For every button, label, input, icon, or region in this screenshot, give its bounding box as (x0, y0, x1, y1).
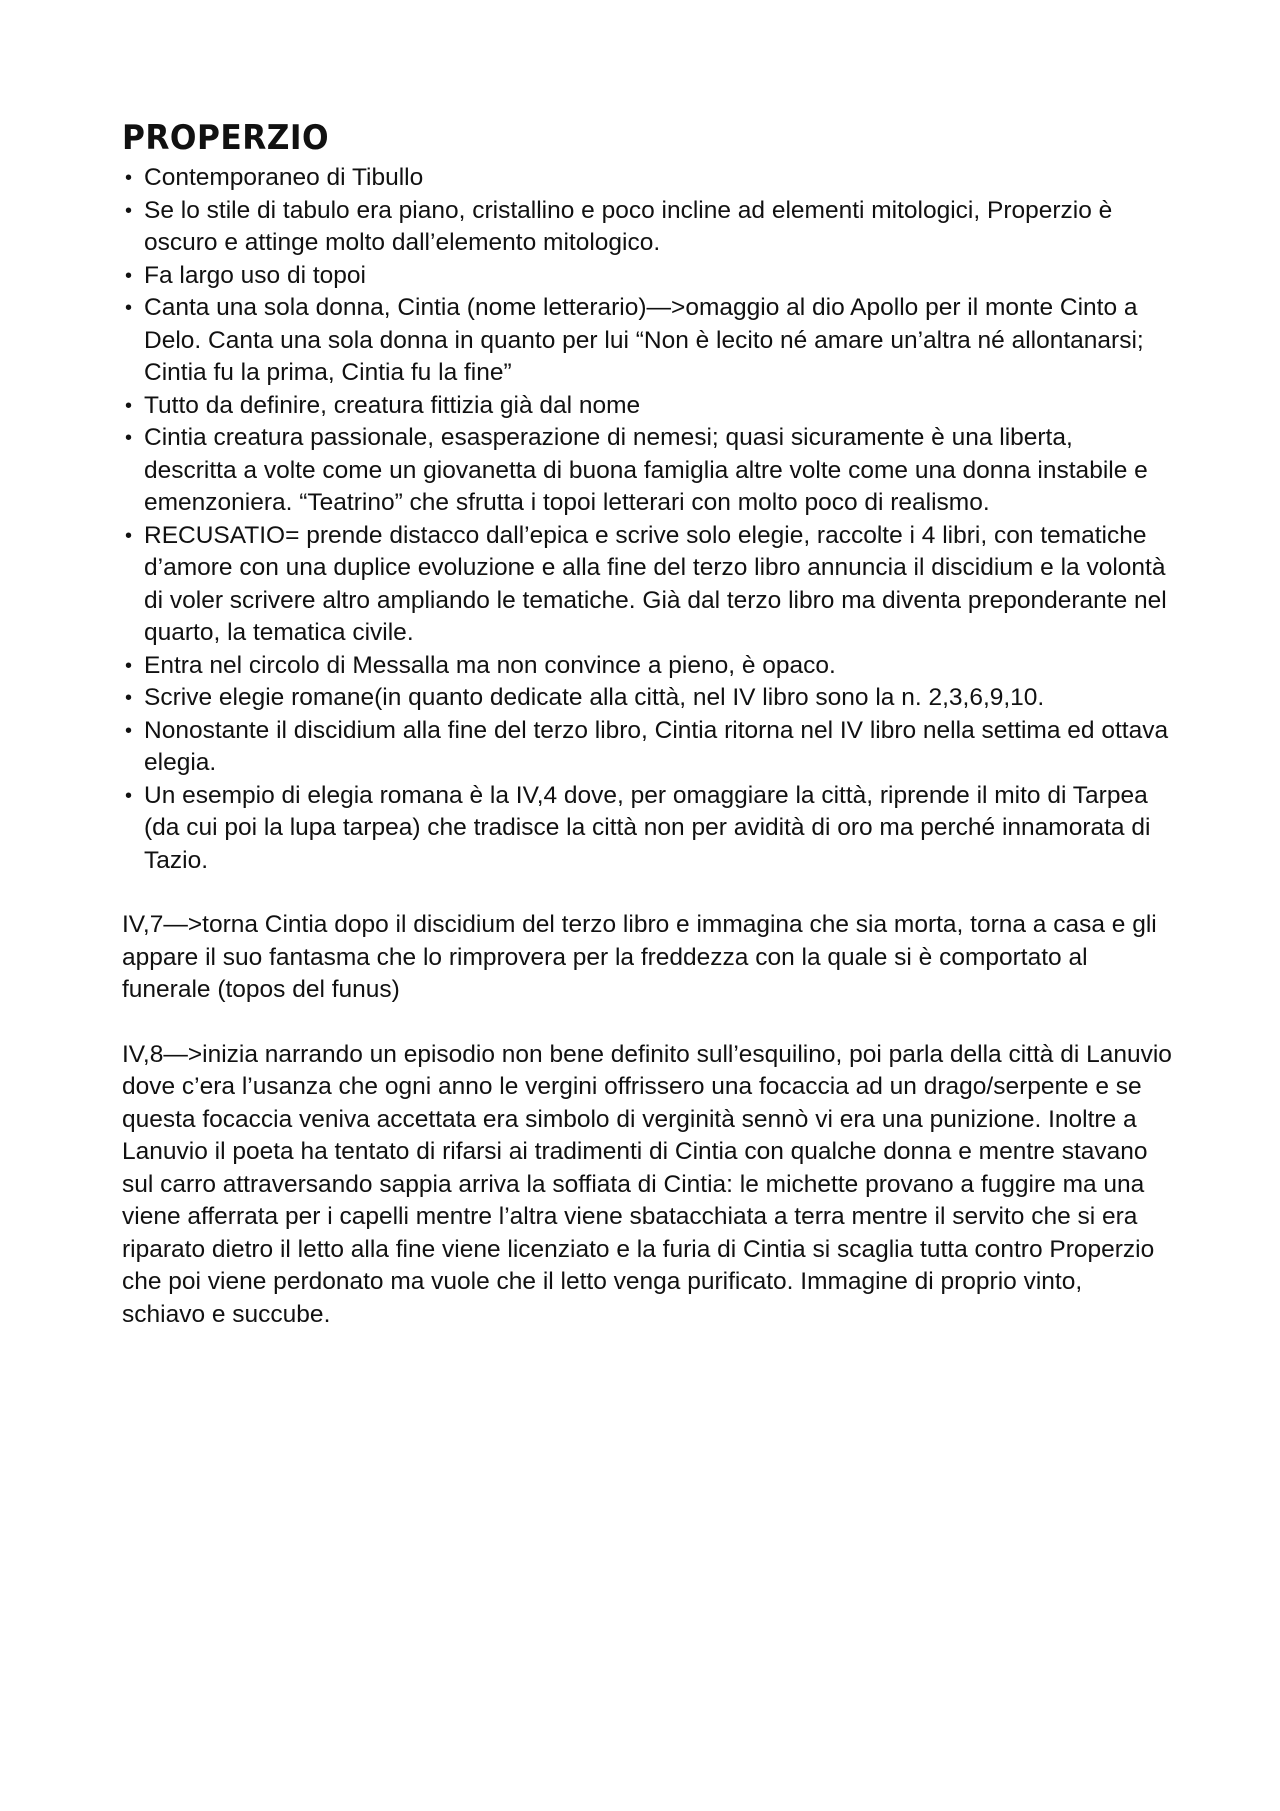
bullet-text: Canta una sola donna, Cintia (nome letterario)—>omaggio al dio Apollo per il monte Cinto a Delo. Canta una sola donna in quanto per lui “Non è lecito né amare un’altra né allontanarsi; Cintia fu la prima, Cintia fu la fine” (144, 294, 1144, 386)
bullet-marker: • (125, 784, 133, 807)
bullet-item (122, 520, 1172, 650)
bullet-text: Nonostante il discidium alla fine del terzo libro, Cintia ritorna nel IV libro nella settima ed ottava elegia. (144, 716, 1169, 776)
bullet-item (122, 162, 1172, 195)
bullet-item (122, 682, 1172, 715)
paragraph-iv7: IV,7—>torna Cintia dopo il discidium del terzo libro e immagina che sia morta, torna a casa e gli appare il suo fantasma che lo rimprovera per la freddezza con la quale si è comportato al funerale (topos del funus) (122, 911, 1157, 1003)
bullet-item (122, 650, 1172, 683)
bullet-item (122, 422, 1172, 520)
bullet-item (122, 715, 1172, 780)
page-title: PROPERZIO (122, 118, 330, 158)
bullet-marker: • (125, 297, 133, 319)
bullet-item (122, 390, 1172, 423)
bullet-item (122, 195, 1172, 260)
bullet-text: Tutto da definire, creatura fittizia già dal nome (144, 391, 641, 419)
bullet-marker: • (125, 199, 133, 222)
paragraph-iv8: IV,8—>inizia narrando un episodio non bene definito sull’esquilino, poi parla della città di Lanuvio dove c’era l’usanza che ogni anno le vergini offrissero una focaccia ad un drago/serpente e se questa focaccia veniva accettata era simbolo di verginità sennò vi era una punizione. Inoltre a Lanuvio il poeta ha tentato di rifarsi ai tradimenti di Cintia con qualche donna e mentre stavano sul carro attraversando sappia arriva la soffiata di Cintia: le michette provano a fuggire ma una viene afferrata per i capelli mentre l’altra viene sbatacchiata a terra mentre il servito che si era riparato dietro il letto alla fine viene licenziato e la furia di Cintia si scaglia tutta contro Properzio che poi viene perdonato ma vuole che il letto venga purificato. Immagine di proprio vinto, schiavo e succube. (122, 1040, 1172, 1328)
bullet-text: RECUSATIO= prende distacco dall’epica e scrive solo elegie, raccolte i 4 libri, con tematiche d’amore con una duplice evoluzione e alla fine del terzo libro annuncia il discidium e la volontà di voler scrivere altro ampliando le tematiche. Già dal terzo libro ma diventa preponderante nel quarto, la tematica civile. (144, 521, 1167, 646)
bullet-marker: • (125, 427, 133, 449)
bullet-text: Entra nel circolo di Messalla ma non convince a pieno, è opaco. (144, 651, 836, 679)
bullet-marker: • (125, 654, 133, 677)
document-page (122, 118, 1172, 1331)
bullet-text: Contemporaneo di Tibullo (144, 164, 424, 191)
bullet-text: Se lo stile di tabulo era piano, cristallino e poco incline ad elementi mitologici, Properzio è oscuro e attinge molto dall’elemento mitologico. (144, 196, 1113, 256)
bullet-text: Cintia creatura passionale, esasperazione di nemesi; quasi sicuramente è una liberta, descritta a volte come un giovanetta di buona famiglia altre volte come una donna instabile e emenzoniera. “Teatrino” che sfrutta i topoi letterari con molto poco di realismo. (144, 424, 1148, 516)
bullet-marker: • (125, 167, 133, 189)
bullet-text: Fa largo uso di topoi (144, 261, 366, 289)
bullet-marker: • (125, 394, 133, 417)
bullet-marker: • (125, 264, 133, 287)
bullet-list (122, 162, 1172, 877)
bullet-item (122, 780, 1172, 878)
bullet-item (122, 292, 1172, 390)
bullet-item (122, 260, 1172, 293)
bullet-marker: • (125, 687, 133, 709)
bullet-marker: • (125, 719, 133, 742)
bullet-text: Un esempio di elegia romana è la IV,4 dove, per omaggiare la città, riprende il mito di Tarpea (da cui poi la lupa tarpea) che tradisce la città non per avidità di oro ma perché innamorata di Tazio. (144, 781, 1151, 874)
bullet-marker: • (125, 524, 133, 547)
bullet-text: Scrive elegie romane(in quanto dedicate alla città, nel IV libro sono la n. 2,3,6,9,10. (144, 684, 1045, 711)
